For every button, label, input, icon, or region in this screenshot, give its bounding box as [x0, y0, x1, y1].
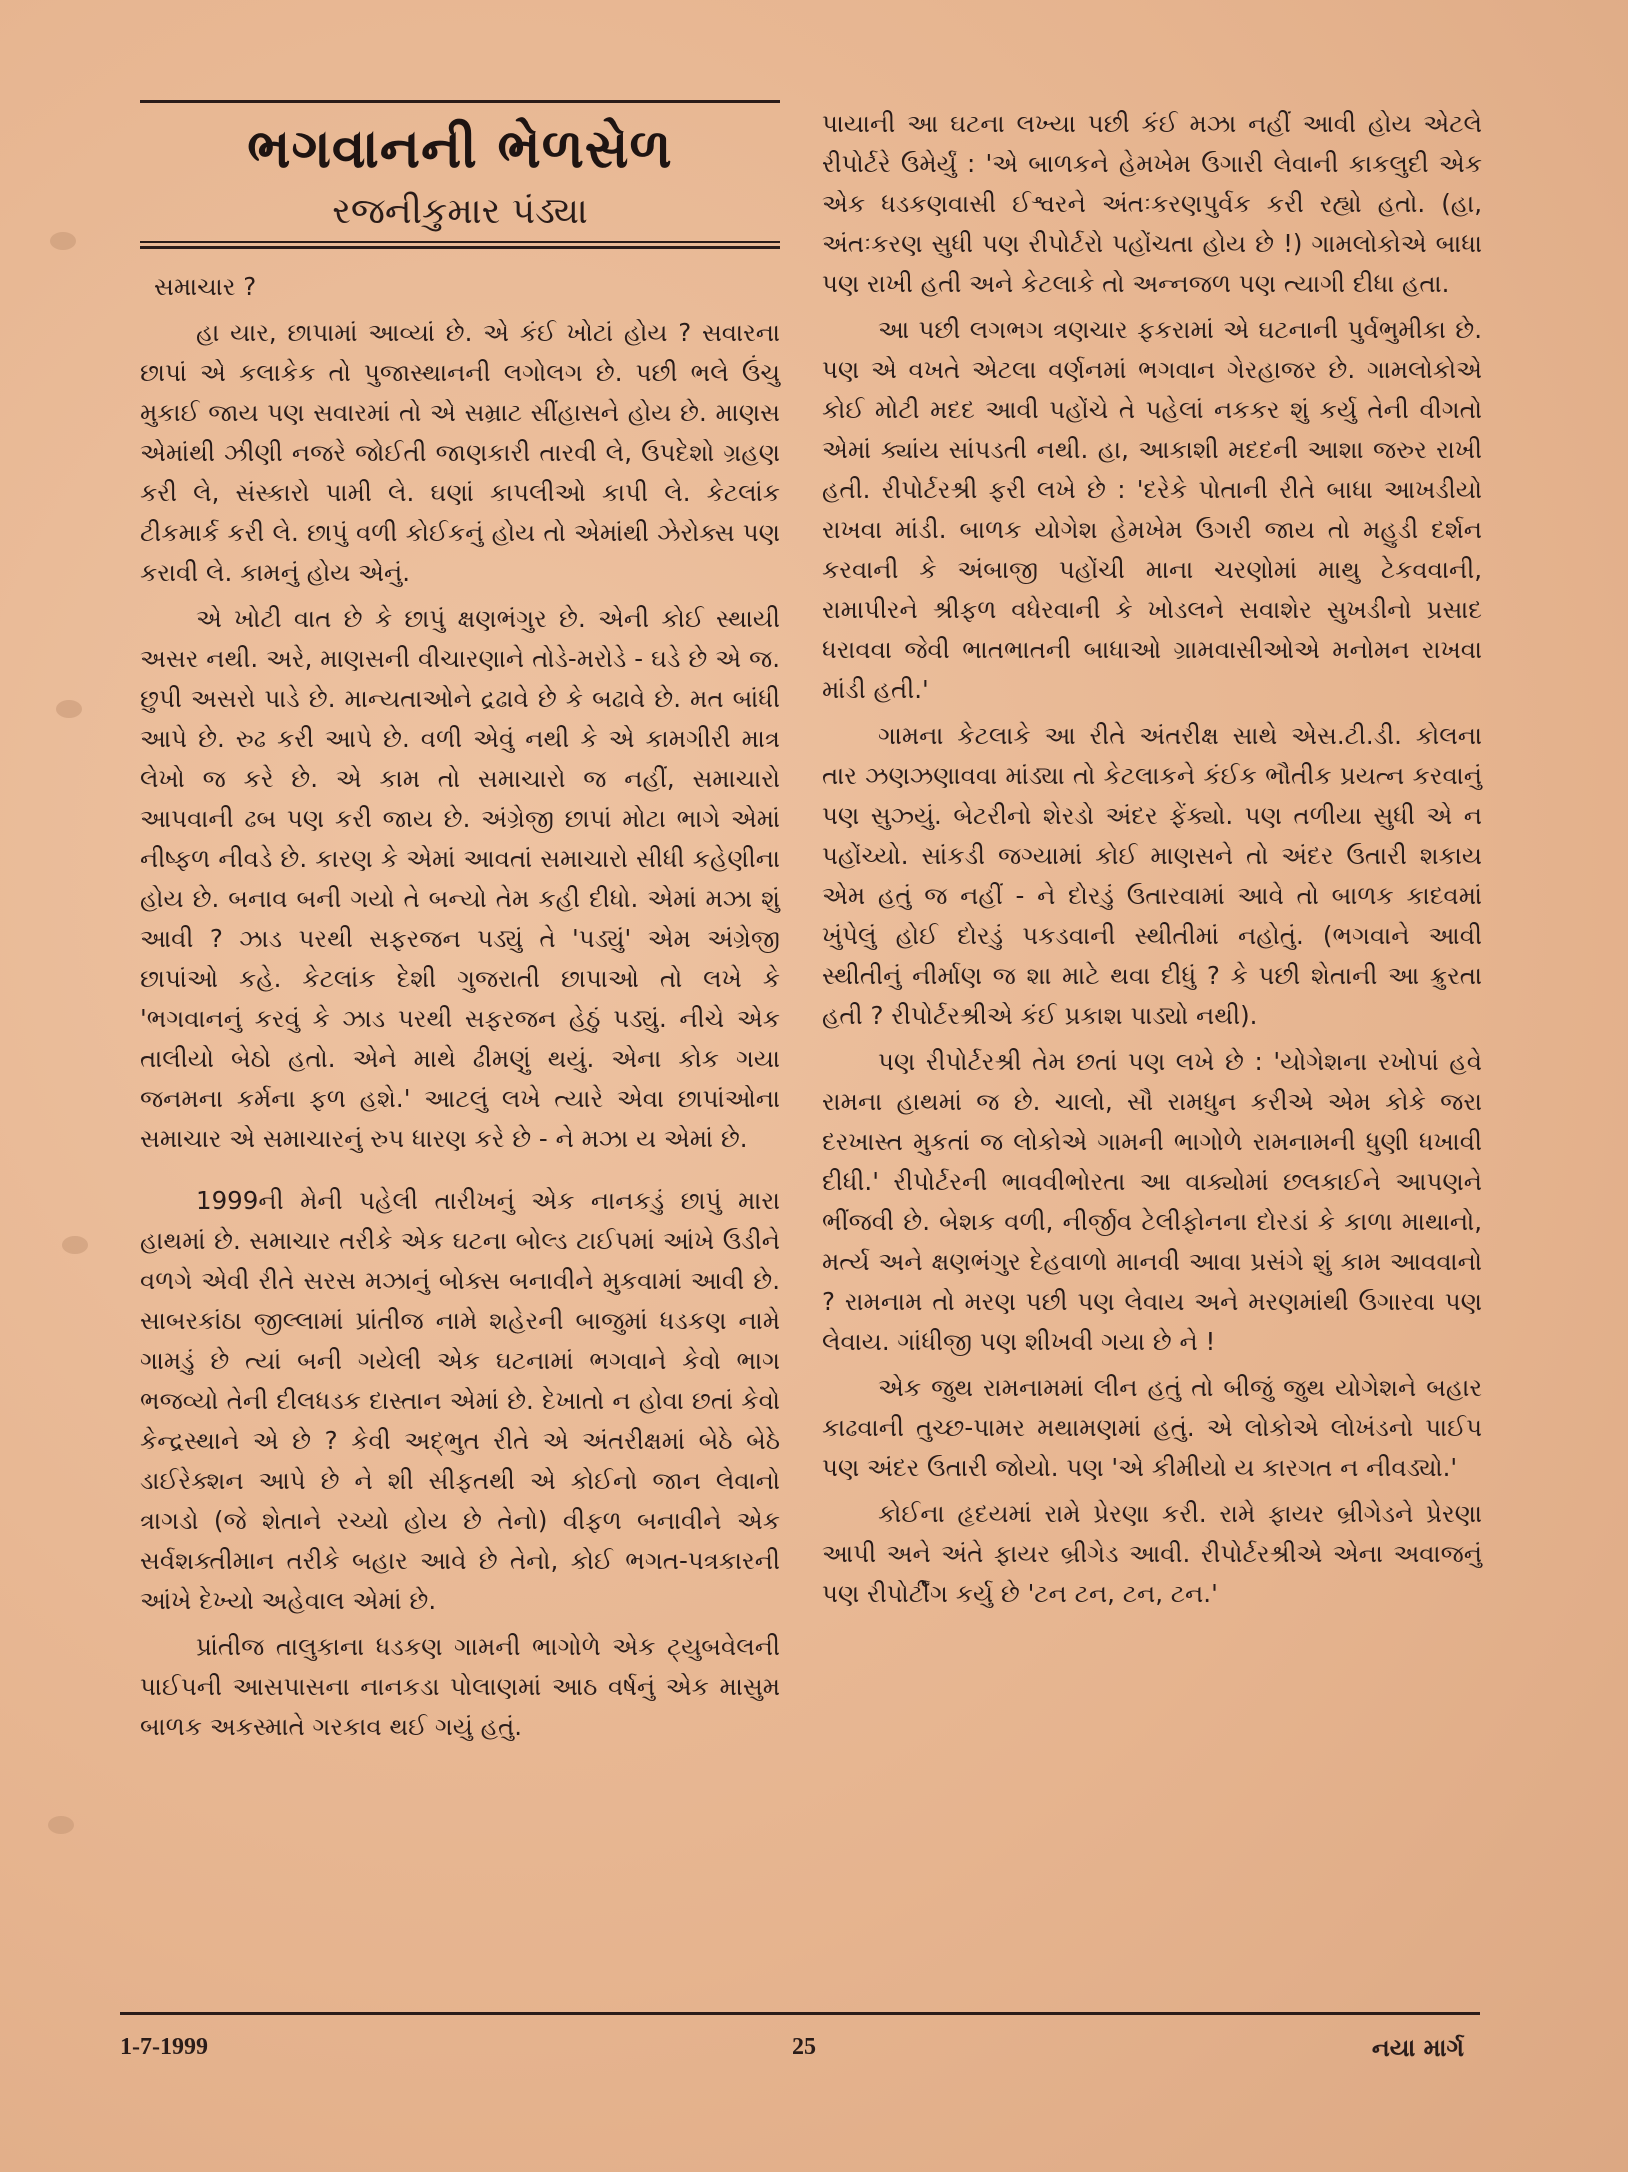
paragraph: આ પછી લગભગ ત્રણચાર ફકરામાં એ ઘટનાની પુર્વભુમીકા છે. પણ એ વખતે એટલા વર્ણનમાં ભગવાન ગેરહાજર છે. ગામલોકોએ કોઈ મોટી મદદ આવી પહોંચે તે પહેલાં નકકર શું કર્યુ તેની વીગતો એમાં ક્યાંય સાંપડતી નથી. હા, આકાશી મદદની આશા જરુર રાખી હતી. રીપોર્ટરશ્રી ફરી લખે છે : 'દરેકે પોતાની રીતે બાધા આખડીયો રાખવા માંડી. બાળક યોગેશ હેમખેમ ઉગરી જાય તો મહુડી દર્શન કરવાની કે અંબાજી પહોંચી માના ચરણોમાં માથુ ટેકવવાની, રામાપીરને શ્રીફળ વધેરવાની કે ખોડલને સવાશેર સુખડીનો પ્રસાદ ધરાવવા જેવી ભાતભાતની બાધાઓ ગ્રામવાસીઓએ મનોમન રાખવા માંડી હતી.' [822, 315, 1482, 704]
paragraph: એક જુથ રામનામમાં લીન હતું તો બીજું જુથ યોગેશને બહાર કાઢવાની તુચ્છ-પામર મથામણમાં હતું. એ લોકોએ લોખંડનો પાઈપ પણ અંદર ઉતારી જોયો. પણ 'એ કીમીયો ય કારગત ન નીવડ્યો.' [822, 1373, 1482, 1482]
title-top-rule [140, 100, 780, 103]
magazine-name: નયા માર્ગ [1371, 2034, 1464, 2062]
page-number: 25 [792, 2034, 816, 2060]
paragraph: પાયાની આ ઘટના લખ્યા પછી કંઈ મઝા નહીં આવી હોય એટલે રીપોર્ટરે ઉમેર્યું : 'એ બાળકને હેમખેમ ઉગારી લેવાની કાકલુદી એક એક ધડકણવાસી ઈશ્વરને અંતઃકરણપુર્વક કરી રહ્યો હતો. (હા, અંતઃકરણ સુધી પણ રીપોર્ટરો પહોંચતા હોય છે !) ગામલોકોએ બાધા પણ રાખી હતી અને કેટલાકે તો અન્નજળ પણ ત્યાગી દીધા હતા. [822, 109, 1482, 298]
page-blemish [62, 1236, 88, 1254]
right-body [822, 104, 1482, 1614]
paragraph: હા યાર, છાપામાં આવ્યાં છે. એ કંઈ ખોટાં હોય ? સવારના છાપાં એ કલાકેક તો પુજાસ્થાનની લગોલગ છે. પછી ભલે ઉંચુ મુકાઈ જાય પણ સવારમાં તો એ સમ્રાટ સીંહાસને હોય છે. માણસ એમાંથી ઝીણી નજરે જોઈતી જાણકારી તારવી લે, ઉપદેશો ગ્રહણ કરી લે, સંસ્કારો પામી લે. ઘણાં કાપલીઓ કાપી લે. કેટલાંક ટીકમાર્ક કરી લે. છાપું વળી કોઈકનું હોય તો એમાંથી ઝેરોક્સ પણ કરાવી લે. કામનું હોય એનું. [140, 318, 780, 587]
left-column [140, 100, 780, 1747]
paragraph: પ્રાંતીજ તાલુકાના ધડકણ ગામની ભાગોળે એક ટ્યુબવેલની પાઈપની આસપાસના નાનકડા પોલાણમાં આઠ વર્ષનું એક માસુમ બાળક અકસ્માતે ગરકાવ થઈ ગયું હતું. [140, 1632, 780, 1741]
right-column [822, 104, 1482, 1614]
paragraph: કોઈના હૃદયમાં રામે પ્રેરણા કરી. રામે ફાયર બ્રીગેડને પ્રેરણા આપી અને અંતે ફાયર બ્રીગેડ આવી. રીપોર્ટરશ્રીએ એના અવાજનું પણ રીપોર્ટીંગ કર્યુ છે 'ટન ટન, ટન, ટન.' [822, 1499, 1482, 1608]
byline-rule-thick [140, 246, 780, 249]
paragraph: 1999ની મેની પહેલી તારીખનું એક નાનકડું છાપું મારા હાથમાં છે. સમાચાર તરીકે એક ઘટના બોલ્ડ ટાઈપમાં આંખે ઉડીને વળગે એવી રીતે સરસ મઝાનું બોક્સ બનાવીને મુકવામાં આવી છે. સાબરકાંઠા જીલ્લામાં પ્રાંતીજ નામે શહેરની બાજુમાં ધડકણ નામે ગામડું છે ત્યાં બની ગયેલી એક ઘટનામાં ભગવાને કેવો ભાગ ભજવ્યો તેની દીલધડક દાસ્તાન એમાં છે. દેખાતો ન હોવા છતાં કેવો કેન્દ્રસ્થાને એ છે ? કેવી અદ્‌ભુત રીતે એ અંતરીક્ષમાં બેઠે બેઠે ડાઈરેક્શન આપે છે ને શી સીફતથી એ કોઈનો જાન લેવાનો ત્રાગડો (જે શેતાને રચ્યો હોય છે તેનો) વીફળ બનાવીને એક સર્વશક્તીમાન તરીકે બહાર આવે છે તેનો, કોઈ ભગત-પત્રકારની આંખે દેખ્યો અહેવાલ એમાં છે. [140, 1186, 780, 1615]
page-footer [120, 2034, 1480, 2074]
article-title: ભગવાનની ભેળસેળ [247, 117, 673, 180]
article-author: રજનીકુમાર પંડ્યા [332, 191, 588, 232]
page-blemish [56, 700, 82, 718]
paragraph: ગામના કેટલાકે આ રીતે અંતરીક્ષ સાથે એસ.ટી.ડી. કોલના તાર ઝણઝણાવવા માંડ્યા તો કેટલાકને કંઈક ભૌતીક પ્રયત્ન કરવાનું પણ સુઝ્યું. બેટરીનો શેરડો અંદર ફેંક્યો. પણ તળીયા સુધી એ ન પહોંચ્યો. સાંકડી જગ્યામાં કોઈ માણસને તો અંદર ઉતારી શકાય એમ હતું જ નહીં - ને દોરડું ઉતારવામાં આવે તો બાળક કાદવમાં ખુંપેલું હોઈ દોરડું પકડવાની સ્થીતીમાં નહોતું. (ભગવાને આવી સ્થીતીનું નીર્માણ જ શા માટે થવા દીધું ? કે પછી શેતાની આ ક્રુરતા હતી ? રીપોર્ટરશ્રીએ કંઈ પ્રકાશ પાડ્યો નથી). [822, 721, 1482, 1030]
left-body [140, 267, 780, 1747]
paragraph: એ ખોટી વાત છે કે છાપું ક્ષણભંગુર છે. એની કોઈ સ્થાયી અસર નથી. અરે, માણસની વીચારણાને તોડે-મરોડે - ઘડે છે એ જ. છુપી અસરો પાડે છે. માન્યતાઓને દ્રઢાવે છે કે બઢાવે છે. મત બાંધી આપે છે. રુઢ કરી આપે છે. વળી એવું નથી કે એ કામગીરી માત્ર લેખો જ કરે છે. એ કામ તો સમાચારો જ નહીં, સમાચારો આપવાની ઢબ પણ કરી જાય છે. અંગ્રેજી છાપાં મોટા ભાગે એમાં નીષ્ફળ નીવડે છે. કારણ કે એમાં આવતાં સમાચારો સીધી કહેણીના હોય છે. બનાવ બની ગયો તે બન્યો તેમ કહી દીધો. એમાં મઝા શું આવી ? ઝાડ પરથી સફરજન પડ્યું તે 'પડ્યું' એમ અંગ્રેજી છાપાંઓ કહે. કેટલાંક દેશી ગુજરાતી છાપાઓ તો લખે કે 'ભગવાનનું કરવું કે ઝાડ પરથી સફરજન હેઠું પડ્યું. નીચે એક તાલીયો બેઠો હતો. એને માથે ઢીમણું થયું. એના કોક ગયા જનમના કર્મના ફળ હશે.' આટલું લખે ત્યારે એવા છાપાંઓના સમાચાર એ સમાચારનું રુપ ધારણ કરે છે - ને મઝા ય એમાં છે. [140, 604, 780, 1153]
paragraph: પણ રીપોર્ટરશ્રી તેમ છતાં પણ લખે છે : 'યોગેશના રખોપાં હવે રામના હાથમાં જ છે. ચાલો, સૌ રામધુન કરીએ એમ કોકે જરા દરખાસ્ત મુકતાં જ લોકોએ ગામની ભાગોળે રામનામની ધુણી ધખાવી દીધી.' રીપોર્ટરની ભાવવીભોરતા આ વાક્યોમાં છલકાઈને આપણને ભીંજવી છે. બેશક વળી, નીર્જીવ ટેલીફોનના દોરડાં કે કાળા માથાનો, મર્ત્ય અને ક્ષણભંગુર દેહવાળો માનવી આવા પ્રસંગે શું કામ આવવાનો ? રામનામ તો મરણ પછી પણ લેવાય અને મરણમાંથી ઉગારવા પણ લેવાય. ગાંધીજી પણ શીખવી ગયા છે ને ! [822, 1047, 1482, 1356]
page-blemish [50, 232, 76, 250]
issue-date: 1-7-1999 [120, 2034, 208, 2060]
paragraph: સમાચાર ? [154, 272, 257, 301]
footer-rule [120, 2012, 1480, 2015]
page-blemish [48, 1816, 74, 1834]
byline-rule [140, 241, 780, 243]
